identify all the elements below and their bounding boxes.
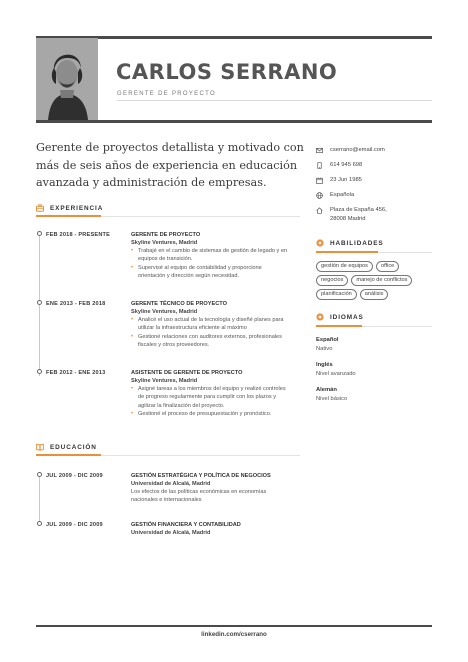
language-level: Nativo (316, 346, 333, 352)
languages-rule-accent (316, 325, 362, 327)
job-company: Skyline Ventures, Madrid (131, 240, 198, 246)
experience-entry (131, 231, 289, 281)
education-rule-accent (36, 454, 101, 456)
education-dates: JUL 2009 - DIC 2009 (46, 473, 103, 479)
header-bottom-rule (36, 120, 432, 123)
book-icon (36, 443, 44, 451)
skills-list (316, 261, 434, 300)
course-institution: Universidad de Alcalá, Madrid (131, 530, 211, 536)
skill-chip: gestión de equipos (316, 261, 373, 272)
role-underline (117, 100, 432, 101)
education-timeline (39, 474, 40, 524)
skill-chip: planificación (316, 289, 357, 300)
job-bullet: • Gestioné el proceso de presupuestación y pronóstico. (131, 410, 289, 418)
skills-rule-accent (316, 251, 378, 253)
globe-icon (316, 192, 323, 199)
contact-birthdate (316, 176, 362, 185)
timeline-dot (37, 521, 42, 526)
job-bullet: • Trabajé en el cambio de sistemas de gestión de legado y en equipos de transición. (131, 247, 289, 264)
language-name: Inglés (316, 362, 333, 368)
skill-chip: análisis (360, 289, 389, 300)
education-dates: JUL 2009 - DIC 2009 (46, 522, 103, 528)
skills-heading (316, 239, 384, 247)
footer-rule (36, 625, 432, 627)
experience-entry (131, 369, 289, 419)
job-title: GERENTE DE PROYECTO (131, 232, 201, 238)
job-company: Skyline Ventures, Madrid (131, 309, 198, 315)
languages-heading (316, 313, 364, 321)
education-heading-label: EDUCACIÓN (50, 443, 97, 451)
experience-rule-accent (36, 215, 101, 217)
contact-phone-text: 614 945 698 (330, 162, 363, 168)
briefcase-icon (36, 204, 44, 212)
sun-icon (316, 313, 324, 321)
contact-email-text[interactable]: cserrano@email.com (330, 147, 385, 153)
job-bullet: • Analicé el uso actual de la tecnología y diseñé planes para utilizar la infraestructura eficiente al máximo (131, 316, 289, 333)
experience-entry (131, 300, 289, 350)
skill-chip: manejo de conflictos (351, 275, 412, 286)
course-institution: Universidad de Alcalá, Madrid (131, 481, 211, 487)
candidate-name: CARLOS SERRANO (116, 60, 338, 84)
timeline-dot (37, 369, 42, 374)
course-description: Los efectos de las políticas económicas en economías nacionales e internacionales (131, 489, 267, 504)
skills-heading-label: HABILIDADES (330, 239, 384, 247)
timeline-dot (37, 472, 42, 477)
languages-heading-label: IDIOMAS (330, 313, 364, 321)
contact-birthdate-text: 23 Jun 1985 (330, 177, 362, 183)
timeline-dot (37, 300, 42, 305)
timeline-dot (37, 231, 42, 236)
footer-link[interactable]: linkedin.com/cserrano (201, 631, 267, 638)
home-icon (316, 207, 323, 214)
contact-address-line2: 28008 Madrid (330, 215, 366, 222)
job-bullets (131, 385, 289, 419)
experience-dates: FEB 2012 - ENE 2013 (46, 370, 106, 376)
course-title: GESTIÓN ESTRATÉGICA Y POLÍTICA DE NEGOCIOS (131, 473, 271, 479)
candidate-role: GERENTE DE PROYECTO (117, 91, 216, 97)
course-title: GESTIÓN FINANCIERA Y CONTABILIDAD (131, 522, 241, 528)
job-company: Skyline Ventures, Madrid (131, 378, 198, 384)
sparkle-icon (316, 239, 324, 247)
profile-summary: Gerente de proyectos detallista y motivado con más de seis años de experiencia en educación avanzada y administración de empresas. (36, 141, 304, 189)
skill-chip: office (376, 261, 399, 272)
education-heading (36, 443, 97, 451)
job-title: ASISTENTE DE GERENTE DE PROYECTO (131, 370, 243, 376)
education-entry (131, 472, 291, 505)
experience-dates: FEB 2018 - PRESENTE (46, 232, 111, 238)
profile-photo (36, 38, 98, 120)
contact-email (316, 146, 385, 155)
job-bullet: • Gestioné relaciones con auditores externos, profesionales fiscales y otros proveedores. (131, 333, 289, 350)
experience-heading (36, 204, 103, 212)
envelope-icon (316, 147, 323, 154)
job-title: GERENTE TÉCNICO DE PROYECTO (131, 301, 227, 307)
skill-chip: negocios (316, 275, 348, 286)
job-bullet: • Asigné tareas a los miembros del equipo y realizé controles de progreso regularmente para cumplir con los plazos y agilizar la finalización del proyecto. (131, 385, 289, 410)
job-bullets (131, 316, 289, 350)
job-bullet: • Supervisé al equipo de contabilidad y proporcione orientación y dirección según necesidad. (131, 264, 289, 281)
contact-nationality-text: Española (330, 192, 355, 198)
language-name: Español (316, 337, 339, 343)
phone-icon (316, 162, 323, 169)
calendar-icon (316, 177, 323, 184)
experience-dates: ENE 2013 - FEB 2018 (46, 301, 106, 307)
contact-address (316, 206, 387, 223)
language-level: Nivel básico (316, 396, 348, 402)
education-entry (131, 521, 291, 537)
contact-phone (316, 161, 362, 170)
language-level: Nivel avanzado (316, 371, 356, 377)
experience-heading-label: EXPERIENCIA (50, 204, 104, 212)
contact-nationality (316, 191, 354, 200)
contact-address-line1: Plaza de España 456, (330, 207, 387, 213)
job-bullets (131, 247, 289, 281)
language-name: Alemán (316, 387, 337, 393)
